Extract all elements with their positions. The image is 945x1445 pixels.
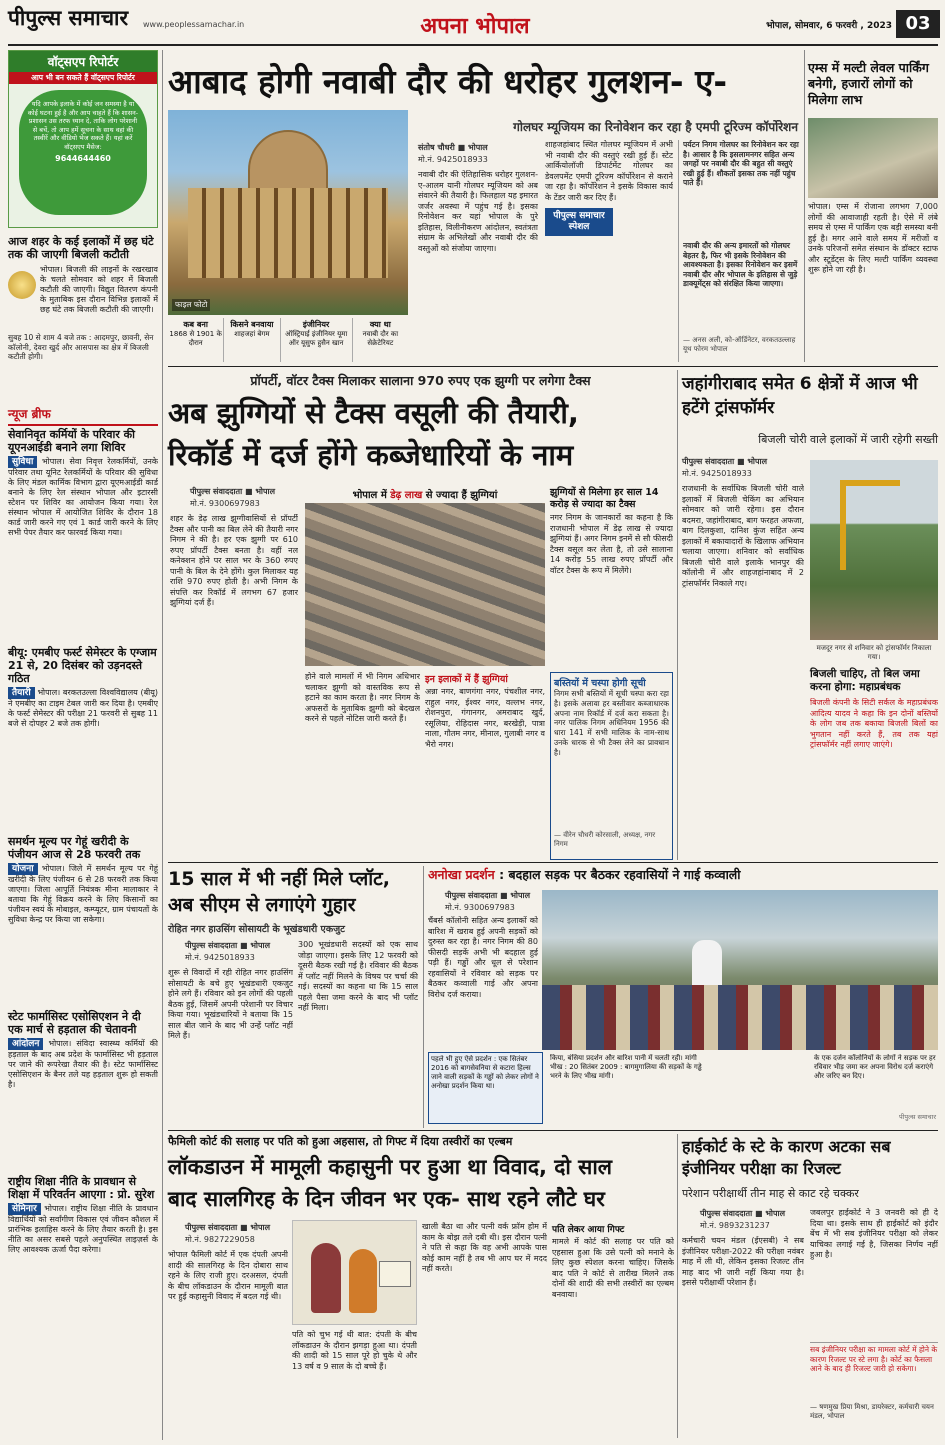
kawwali-box-1 <box>428 1052 543 1124</box>
transformer-text: राजधानी के सर्वाधिक बिजली चोरी वाले इलाकों में बिजली चेकिंग का अभियान सोमवार को जारी रहेगा। इस दौरान बदमरा, जहांगीराबाद, बाग फरहत अफजा, बाग दिलकुशा, दानिश कुंज सहित अन्य इलाकों में बकायादारों के खिलाफ अभियान चलाया जाएगा। शनिवार को सर्वाधिक बिजली चोरी वाले इलाके भानपुर की कॉलोनी में और शाहजहांनाबाद में 2 ट्रांसफॉर्मर निकाले गए। <box>682 484 804 588</box>
slum-side <box>550 487 673 667</box>
hc-quote-block <box>810 1342 938 1438</box>
areas-text: अन्ना नगर, बाणगंगा नगर, पंचशील नगर, राहुल नगर, ईश्वर नगर, वल्लभ नगर, रोशनपुरा, गंगानगर, अमराबाद खुर्द, रसूलिया, रोहिदास नगर, बरखेड़ी, पात्रा नाला, गौतम नगर, मीनाल, गुलाबी नगर व भैरो नगर। <box>425 687 545 749</box>
slum-photo <box>305 503 545 666</box>
brief-2-tag: तैयारी <box>8 687 35 699</box>
whatsapp-box <box>8 50 158 228</box>
fact-row <box>168 318 408 362</box>
photo-credit: फाइल फोटो <box>172 299 210 311</box>
transformer-subhead: बिजली चोरी वाले इलाकों में जारी रहेगी सख्ती <box>758 433 938 446</box>
slum-headline-2: रिकॉर्ड में दर्ज होंगे कब्जेधारियों के नाम <box>168 438 574 472</box>
top-story-headline: आबाद होगी नवाबी दौर की धरोहर गुलशन- ए- <box>168 62 728 101</box>
hc-headline: हाईकोर्ट के स्टे के कारण अटका सब इंजीनियर परीक्षा का रिजल्ट <box>682 1137 891 1178</box>
fact-4-value: नवाबी दौर का सेक्रेटेरियट <box>362 330 399 347</box>
aiims-photo <box>808 118 938 198</box>
kawwali-divider <box>423 866 424 1128</box>
brief-4-body: भोपाल। संविदा स्वास्थ्य कर्मियों की हड़ताल के बाद अब प्रदेश के फार्मासिस्ट भी हड़ताल पर जाने की रूपरेखा तैयार की है। स्टेट फार्मासिस्ट एसोसिएशन के बैनर तले यह हड़ताल शुरू हो सकती है। <box>8 1039 158 1089</box>
brief-5 <box>8 1175 158 1437</box>
masthead-title: पीपुल्स समाचार <box>8 6 129 30</box>
sidebar-point-1: पर्यटन निगम गोलघर का रिनोवेशन कर रहा है। आसार है कि इसलामनगर सहित अन्य जगहों पर नवाबी दौर की बहुत सी वस्तुएं रखी हुई हैं। शौकतों इसका तक नहीं पहुंच पाते हैं। <box>683 140 799 187</box>
family-mobile: मो.नं. 9827229058 <box>185 1235 255 1244</box>
slum-areas <box>425 672 545 860</box>
sidebar-point-2: नवाबी दौर की अन्य इमारतों को गोलघर बेहतर है, फिर भी इसके रिनोवेशन की आवश्यकता है। इसका रिनोवेशन कर इसमें नवाबी दौर और भोपाल के इतिहास से जुड़े डाक्यूमेंट्स को संरक्षित किया जाएगा। <box>683 241 798 288</box>
brief-1-text <box>8 456 158 624</box>
brief-1-tag: सुविधा <box>8 456 37 468</box>
kawwali-box-3-text: के एक दर्जन कॉलोनियों के लोगों ने सड़क पर हर रविवार भीड़ जमा कर अपना विरोध दर्ज कराएंगे और जरिए बन दिए। <box>814 1054 936 1080</box>
slum-byline: पीपुल्स संवाददाता ■ भोपाल <box>190 487 276 496</box>
brief-2 <box>8 646 158 826</box>
mid-rule-1 <box>168 366 938 367</box>
right-divider-bottom <box>677 1134 678 1438</box>
header-rule <box>8 44 938 46</box>
right-divider-top <box>804 50 805 362</box>
aiims-text: भोपाल। एम्स में रोजाना लगभग 7,000 लोगों की आवाजाही रहती है। ऐसे में लंबे समय से एम्स में पार्किंग एक बड़ी समस्या बनी हुई है। मगर आने वाले समय में मरीजों व उनके परिजनों समेत संस्थान के डॉक्टर स्टाफ और स्टूडेंट्स के लिए मल्टी पार्किंग व्यवस्था शुरू होने जा रही है। <box>808 202 938 274</box>
brief-2-text <box>8 687 158 815</box>
areas-heading: इन इलाकों में हैं झुग्गियां <box>425 674 508 685</box>
brief-5-tag: सेमिनार <box>8 1203 41 1215</box>
family-col3-block <box>552 1222 674 1438</box>
family-kicker: फैमिली कोर्ट की सलाह पर पति को हुआ अहसास, तो गिफ्ट में दिया तस्वीरों का एल्बम <box>168 1135 513 1148</box>
brief-4-text <box>8 1038 158 1166</box>
building-shape <box>188 188 388 278</box>
figure-man <box>311 1243 341 1313</box>
plot-mobile: मो.नं. 9425018933 <box>185 953 255 962</box>
brief-2-body: भोपाल। बरकतउल्ला विश्वविद्यालय (बीयू) ने एमबीए का टाइम टेबल जारी कर दिया है। एमबीए के फर्स्ट सेमेस्टर की परीक्षा 21 फरवरी से सुबह 11 बजे से दोपहर 2 बजे तक होगी। <box>8 688 158 728</box>
top-story-col2: शाहजहांबाद स्थित गोलघर म्यूजियम में अभी भी नवाबी दौर की वस्तुएं रखी हुई हैं। स्टेट आर्कियोलॉजी डिपार्टमेंट गोलघर का डेवलपमेंट एमपी टूरिज्म कॉर्पोरेशन से कराने जा रहा है। कॉर्पोरेशन ने इसके विकास कार्य के टेंडर जारी कर दिए हैं। <box>545 140 673 202</box>
slum-photo-caption <box>305 487 545 501</box>
family-col3-text: मामले में कोर्ट की सलाह पर पति को एहसास हुआ कि उसे पत्नी को मनाने के लिए कुछ स्पेशल करना चाहिए। जिसके बाद पति ने कोर्ट से तारीख मिलने तक दोनों की शादी की सभी तस्वीरों का एल्बम बनवाया। <box>552 1237 674 1299</box>
plot-headline-2: अब सीएम से लगाएंगे गुहार <box>168 894 356 916</box>
masthead <box>8 6 258 42</box>
brief-3-headline: समर्थन मूल्य पर गेहूं खरीदी के पंजीयन आज से 28 फरवरी तक <box>8 835 141 861</box>
mid-rule-2 <box>168 862 938 863</box>
crowd-shape <box>542 985 938 1050</box>
whatsapp-title: वॉट्सएप रिपोर्टर <box>9 51 157 72</box>
box-author: — वीरेन चौधरी कोरसाली, अध्यक्ष, नगर निगम <box>554 831 656 848</box>
left-divider <box>162 50 163 1440</box>
family-headline-2: बाद सालगिरह के दिन जीवन भर एक- साथ रहने लौटे घर <box>168 1187 605 1211</box>
aiims-headline: एम्स में मल्टी लेवल पार्किंग बनेगी, हजारों लोगों को मिलेगा लाभ <box>808 60 929 107</box>
caption-post: से ज्यादा हैं झुग्गियां <box>425 490 498 501</box>
transformer-byline: पीपुल्स संवाददाता ■ भोपाल <box>682 457 768 466</box>
brief-1-body: भोपाल। सेवा निवृत्त रेलकर्मियों, उनके परिवार तथा यूनिट रेलकर्मियों के परिवार की सुविधा के लिए मंडल कार्मिक विभाग द्वारा यूएमआईडी कार्ड बनाने के लिए रेल संस्थान भोपाल और इटारसी स्टेशन पर शिविर का आयोजन किया गया। रेल संस्थान भोपाल में आयोजित शिविर के दौरान 18 कार्ड जारी करने गए एवं 1 कार्ड जारी करने के लिए सभी पेपर तैयार कर फारवर्ड किया गया। <box>8 457 158 537</box>
figure-woman <box>349 1249 377 1313</box>
plot-byline: पीपुल्स संवाददाता ■ भोपाल <box>185 941 271 950</box>
kawwali-header <box>428 866 938 883</box>
hc-quote-author: — षणमुख प्रिया मिश्रा, डायरेक्टर, कर्मचारी चयन मंडल, भोपाल <box>810 1403 934 1420</box>
brief-4 <box>8 1010 158 1170</box>
top-story-col1: नवाबी दौर की ऐतिहासिक धरोहर गुलशन- ए-आलम यानी गोलघर म्यूजियम को अब संवारने की तैयारी है। फिलहाल यह इमारत जर्जर अवस्था में पहुंच गई है। इसका रिनोवेशन कर यहां भोपाल के पुरे इतिहास, विलीनीकरण आंदोलन, स्वतंत्रता संग्राम के अभिलेखों और नवाबी दौर की वस्तुओं को संजोया जाएगा। <box>418 170 538 253</box>
album-shape <box>379 1261 411 1287</box>
transformer-mobile: मो.नं. 9425018933 <box>682 469 752 478</box>
crane-shape <box>840 480 900 570</box>
sidebar-quote-author: — अनस अली, को-ऑर्डिनेटर, वरकतउल्लाह यूथ फोरम भोपाल <box>683 336 796 353</box>
top-story-subhead: गोलघर म्यूजियम का रिनोवेशन कर रहा है एमपी टूरिज्म कॉर्पोरेशन <box>513 120 798 134</box>
transformer-photo-caption: मजदूर नगर से शनिवार को ट्रांसफॉर्मर निकाला गया। <box>816 644 932 661</box>
caption-hl: डेढ़ लाख <box>390 490 423 501</box>
brief-4-headline: स्टेट फार्मासिस्ट एसोसिएशन ने दी एक मार्च से हड़ताल की चेतावनी <box>8 1010 141 1036</box>
caption-pre: भोपाल में <box>352 490 387 501</box>
box-text: निगम सभी बस्तियों में सूची चस्पा करा रहा है। इसके अलावा हर बस्तीवार कब्जाधारक अपना नाम रिकॉर्ड में दर्ज करा सकता है। नगर पालिक निगम अधिनियम 1956 की धारा 141 में सभी मालिक के नाम-साथ उनके धारक से भी टैक्स लेने का प्रावधान है। <box>554 689 669 757</box>
brief-3-tag: योजना <box>8 863 38 875</box>
brief-5-headline: राष्ट्रीय शिक्षा नीति के प्रावधान से शिक्षा में परिवर्तन आएगा : प्रो. सुरेश <box>8 1175 155 1201</box>
kawwali-box-1-text: पहले भी हुए ऐसे प्रदर्शन : एक सितंबर 2016 को बागसेवनिया से कटारा हिल्स जाने वाली सड़कों के गड्ढों को लेकर लोगों ने अनोखा प्रदर्शन किया था। <box>431 1055 539 1090</box>
side-text: नगर निगम के जानकारों का कहना है कि राजधानी भोपाल में डेढ़ लाख से ज्यादा झुग्गियां हैं। अगर निगम इनमें से सौ फीसदी टैक्स वसूल कर लेता है, तो उसे सालाना 14 करोड़ 55 लाख रुपए प्रॉपर्टी और वॉटर टैक्स के रूप में मिलेंगे। <box>550 513 673 575</box>
slum-box <box>550 672 673 860</box>
fact-1 <box>168 318 224 362</box>
plot-col1: शुरू से विवादों में रही रोहित नगर हाउसिंग सोसायटी के बचे हुए भूखंडधारी एकजुट होने लगे हैं। रविवार को इन लोगों की पहली बैठक हुई, जिसमें अपनी परेशानी पर विचार किया गया। भूखंडधारियों ने बताया कि 15 साल बीत जाने के बाद भी उन्हें प्लॉट नहीं मिले हैं। <box>168 968 293 1040</box>
transformer-photo <box>810 460 938 640</box>
transformer-quote-text: बिजली कंपनी के सिटी सर्कल के महाप्रबंधक आदित्य यादव ने कहा कि इन दोनों बस्तियों के लोग जब तक बकाया बिजली बिलों का भुगतान नहीं करते हैं, तब तक यहां ट्रांसफॉर्मर नहीं लगाए जाएंगे। <box>810 698 938 749</box>
fact-4 <box>353 318 408 362</box>
transformer-quote-title: बिजली चाहिए, तो बिल जमा करना होगा: महाप्रबंधक <box>810 668 920 693</box>
brief-2-headline: बीयू: एमबीए फर्स्ट सेमेस्टर के एग्जाम 21 से, 20 दिसंबर को उड़नदस्ते गठित <box>8 646 157 685</box>
page-number: 03 <box>896 10 940 38</box>
right-divider-mid <box>677 370 678 860</box>
plot-col2: 300 भूखंडधारी सदस्यों को एक साथ जोड़ा जाएगा। इसके लिए 12 फरवरी को दूसरी बैठक रखी गई है। रविवार की बैठक में प्लॉट नहीं मिलने के विषय पर चर्चा की गई। सदस्यों का कहना था कि 15 साल पहले पैसा जमा करने के बाद भी प्लॉट नहीं मिला। <box>298 940 418 1012</box>
hc-mobile: मो.नं. 9893231237 <box>700 1221 770 1230</box>
fact-2 <box>224 318 280 362</box>
top-story-mobile: मो.नं. 9425018933 <box>418 155 488 164</box>
whatsapp-bubble <box>19 90 147 215</box>
brief-3-text <box>8 863 158 1003</box>
power-cut-text: भोपाल। बिजली की लाइनों के रखरखाव के चलते सोमवार को शहर में बिजली कटौती की जाएगी। विद्युत वितरण कंपनी के मुताबिक इस दौरान विभिन्न इलाकों में छह घंटे तक बिजली कटौती की जाएगी। <box>40 265 158 314</box>
kawwali-label: अनोखा प्रदर्शन <box>428 867 495 882</box>
kawwali-mobile: मो.नं. 9300697983 <box>445 903 515 912</box>
brief-5-text <box>8 1203 158 1423</box>
whatsapp-bubble-text: यदि आपके इलाके में कोई जन समस्या है या कोई घटना हुई है और आप चाहते हैं कि शासन-प्रशासन उस तरफ ध्यान दे, ताकि लोग परेशानी से बचें, तो आप हमें सूचना के साथ वहां की तस्वीरें और वीडियो भेज सकते हैं। यहां करें वॉट्सएप मैसेज: <box>27 100 139 151</box>
hc-subhead: परेशान परीक्षार्थी तीन माह से काट रहे चक्कर <box>682 1187 859 1200</box>
brief-5-body: भोपाल। राष्ट्रीय शिक्षा नीति के प्रावधान विद्यार्थियों को सर्वांगीण विकास एवं जीवन कौशल में प्रारंभिक इलाहिस करने के लिए तैयार करती है। इस नीति का असर सबसे पहले अनुपस्थित लाइज़र्स के लिए आवश्यक ऊर्जा पैदा करेगा। <box>8 1204 158 1254</box>
slum-col2: होने वाले मामलों में भी निगम अधिभार चलाकर झुग्गी को वास्तविक रूप से हटाने का काम करता है। नगर निगम के अफसरों के मुताबिक झुग्गी को बेदखल करने से पहले नोटिस जारी करते हैं। <box>305 672 420 723</box>
slum-col1: शहर के डेढ़ लाख झुग्गीवासियों से प्रॉपर्टी टैक्स और पानी का बिल लेने की तैयारी नगर निगम ने की है। हर एक झुग्गी पर 610 रुपए प्रॉपर्टी टैक्स बनता है। वहीं नल कनेक्शन होने पर साल भर के 360 रुपए पानी के बिल के देने होंगे। कुल मिलाकर यह राशि 970 रुपए होती है। अभी निगम के संपत्ति कर रिकॉर्ड में लगभग 67 हजार झुग्गियां दर्ज हैं। <box>170 514 298 607</box>
power-cut-bullet: सुबह 10 से शाम 4 बजे तक : आदमपुर, छावनी, सेन कॉलोनी, देवरा खुर्द और आसपास का क्षेत्र में बिजली कटौती होगी। <box>8 333 154 361</box>
kawwali-box-3 <box>812 1052 938 1124</box>
golghar-photo <box>168 110 408 315</box>
kawwali-text: चैंबर्स कॉलोनी सहित अन्य इलाकों को बारिश में खराब हुई अपनी सड़कों को दुरुस्त कर रहा है। नगर निगम की 80 फीसदी सड़कें अभी भी बदहाल हुई पड़ी हैं। गड्ढों और धूल से परेशान रहवासियों ने रविवार को सड़क पर बैठकर कव्वाली गाई और अपना विरोध दर्ज कराया। <box>428 916 538 999</box>
hc-quote: सब इंजीनियर परीक्षा का मामला कोर्ट में होने के कारण रिजल्ट पर स्टे लगा है। कोर्ट का फैसला आने के बाद ही रिजल्ट जारी हो सकेगा। <box>810 1345 938 1373</box>
special-badge: पीपुल्स समाचार स्पेशल <box>545 208 613 236</box>
fact-3-label: इंजीनियर <box>302 320 330 329</box>
brief-4-tag: आंदोलन <box>8 1038 43 1050</box>
family-byline: पीपुल्स संवाददाता ■ भोपाल <box>185 1223 271 1232</box>
whatsapp-subtitle: आप भी बन सकते हैं वॉट्सएप रिपोर्टर <box>9 72 157 84</box>
slum-mobile: मो.नं. 9300697983 <box>190 499 260 508</box>
kawwali-photo <box>542 890 938 1050</box>
family-col1: भोपाल फैमिली कोर्ट में एक दंपती अपनी शादी की सालगिरह के दिन दोबारा साथ रहने के लिए राजी हुए। दरअसल, दंपती के बीच लॉकडाउन के दौरान मामूली बात पर हुई कहासुनी विवाद में बदल गई थी। <box>168 1250 288 1301</box>
box-heading: बस्तियों में चस्पा होगी सूची <box>554 678 646 689</box>
family-col3-heading: पति लेकर आया गिफ्ट <box>552 1225 625 1235</box>
slum-kicker: प्रॉपर्टी, वॉटर टैक्स मिलाकर सालाना 970 रुपए एक झुग्गी पर लगेगा टैक्स <box>250 373 591 388</box>
news-brief-label: न्यूज ब्रीफ <box>8 405 158 426</box>
family-col2: पति को चुभ गई थी बात: दंपती के बीच लॉकडाउन के दौरान झगड़ा हुआ था। दंपती की शादी को 15 साल पूरे हो चुके थे और 13 वर्ष व 9 साल के दो बच्चे हैं। <box>292 1330 417 1371</box>
hc-col2: जबलपुर हाईकोर्ट ने 3 जनवरी को ही दे दिया था। इसके साथ ही हाईकोर्ट को इंदौर बेंच में भी सब इंजीनियर परीक्षा को लेकर याचिका लगाई गई है, जिसका निर्णय नहीं हुआ है। <box>810 1208 938 1259</box>
whatsapp-number[interactable]: 9644644460 <box>55 154 111 163</box>
kawwali-headline: : बदहाल सड़क पर बैठकर रहवासियों ने गाई कव्वाली <box>499 867 741 882</box>
kawwali-photo-credit: पीपुल्स समाचार <box>899 1113 936 1121</box>
side-heading: झुग्गियों से मिलेगा हर साल 14 करोड़ से ज्यादा का टैक्स <box>550 487 659 510</box>
slum-headline-1: अब झुग्गियों से टैक्स वसूली की तैयारी, <box>168 396 579 430</box>
dome-shape <box>248 130 328 190</box>
top-story-byline: संतोष चौधरी ■ भोपाल <box>418 143 488 152</box>
mid-rule-3 <box>168 1130 938 1131</box>
fact-2-value: शाहजहां बेगम <box>234 330 270 338</box>
fact-1-value: 1868 से 1901 के दौरान <box>169 330 222 347</box>
fact-4-label: क्या था <box>369 320 391 329</box>
kawwali-byline: पीपुल्स संवाददाता ■ भोपाल <box>445 891 531 900</box>
website[interactable]: www.peoplessamachar.in <box>143 20 245 29</box>
family-illustration <box>292 1220 417 1325</box>
fact-1-label: कब बना <box>183 320 208 329</box>
power-cut-story <box>8 235 158 400</box>
family-headline-1: लॉकडाउन में मामूली कहासुनी पर हुआ था विवाद, दो साल <box>168 1155 613 1179</box>
kawwali-box-2 <box>548 1052 708 1124</box>
fact-3 <box>281 318 353 362</box>
dateline: भोपाल, सोमवार, 6 फरवरी , 2023 <box>766 21 892 31</box>
brief-1-headline: सेवानिवृत कर्मियों के परिवार की यूएनआईडी बनाने लगा शिविर <box>8 428 135 454</box>
power-cut-headline: आज शहर के कई इलाकों में छह घंटे तक की जाएगी बिजली कटौती <box>8 235 154 261</box>
hc-byline: पीपुल्स संवाददाता ■ भोपाल <box>700 1209 786 1218</box>
brief-1 <box>8 428 158 638</box>
hc-col1: कर्मचारी चयन मंडल (ईएसबी) ने सब इंजीनियर परीक्षा-2022 की परीक्षा नवंबर माह में ली थी, लेकिन इसका रिजल्ट तीन माह बाद भी जारी नहीं किया गया है। इससे परीक्षार्थी परेशान हैं। <box>682 1236 804 1287</box>
kawwali-box-2-text: किया, बंसिया प्रदर्शन और बारिश पानी में चलती रही। मांगी भीख : 20 सितंबर 2009 : बागमुगालिया की सड़कों के गड्ढे भरने के लिए भीख मांगी। <box>550 1054 702 1080</box>
brief-3 <box>8 835 158 1005</box>
fact-3-value: ऑस्ट्रियाई इंजीनियर यूमा ऑर यूसुफ हुसैन खान <box>285 330 348 347</box>
transformer-headline: जहांगीराबाद समेत 6 क्षेत्रों में आज भी हटेंगे ट्रांसफॉर्मर <box>682 374 918 418</box>
section-title: अपना भोपाल <box>420 14 530 39</box>
plot-headline-1: 15 साल में भी नहीं मिले प्लॉट, <box>168 868 390 890</box>
plot-subhead: रोहित नगर हाउसिंग सोसायटी के भूखंडधारी एकजुट <box>168 924 345 935</box>
fact-2-label: किसने बनवाया <box>230 320 274 329</box>
family-col4: खाली बैठा था और पत्नी वर्क फ्रॉम होम में काम के बोझ तले दबी थी। इस दौरान पत्नी ने पति से कहा कि वह अभी आपके पास कोई काम नहीं है तब भी आप घर में मदद नहीं करते। <box>422 1222 547 1273</box>
brief-3-body: भोपाल। जिले में समर्थन मूल्य पर गेहूं खरीदी के लिए पंजीयन 6 से 28 फरवरी तक किया जाएगा। जिला आपूर्ति नियंत्रक मीना मालाकार ने बताया कि गेहूं विक्रय करने के लिए किसानों का पंजीयन स्वयं के मोबाइल, कम्प्यूटर, ग्राम पंचायतों के सुविधा केन्द्र पर किया जा सकेगा। <box>8 864 158 924</box>
top-story-sidebar <box>678 140 800 362</box>
bulb-icon <box>8 271 36 299</box>
